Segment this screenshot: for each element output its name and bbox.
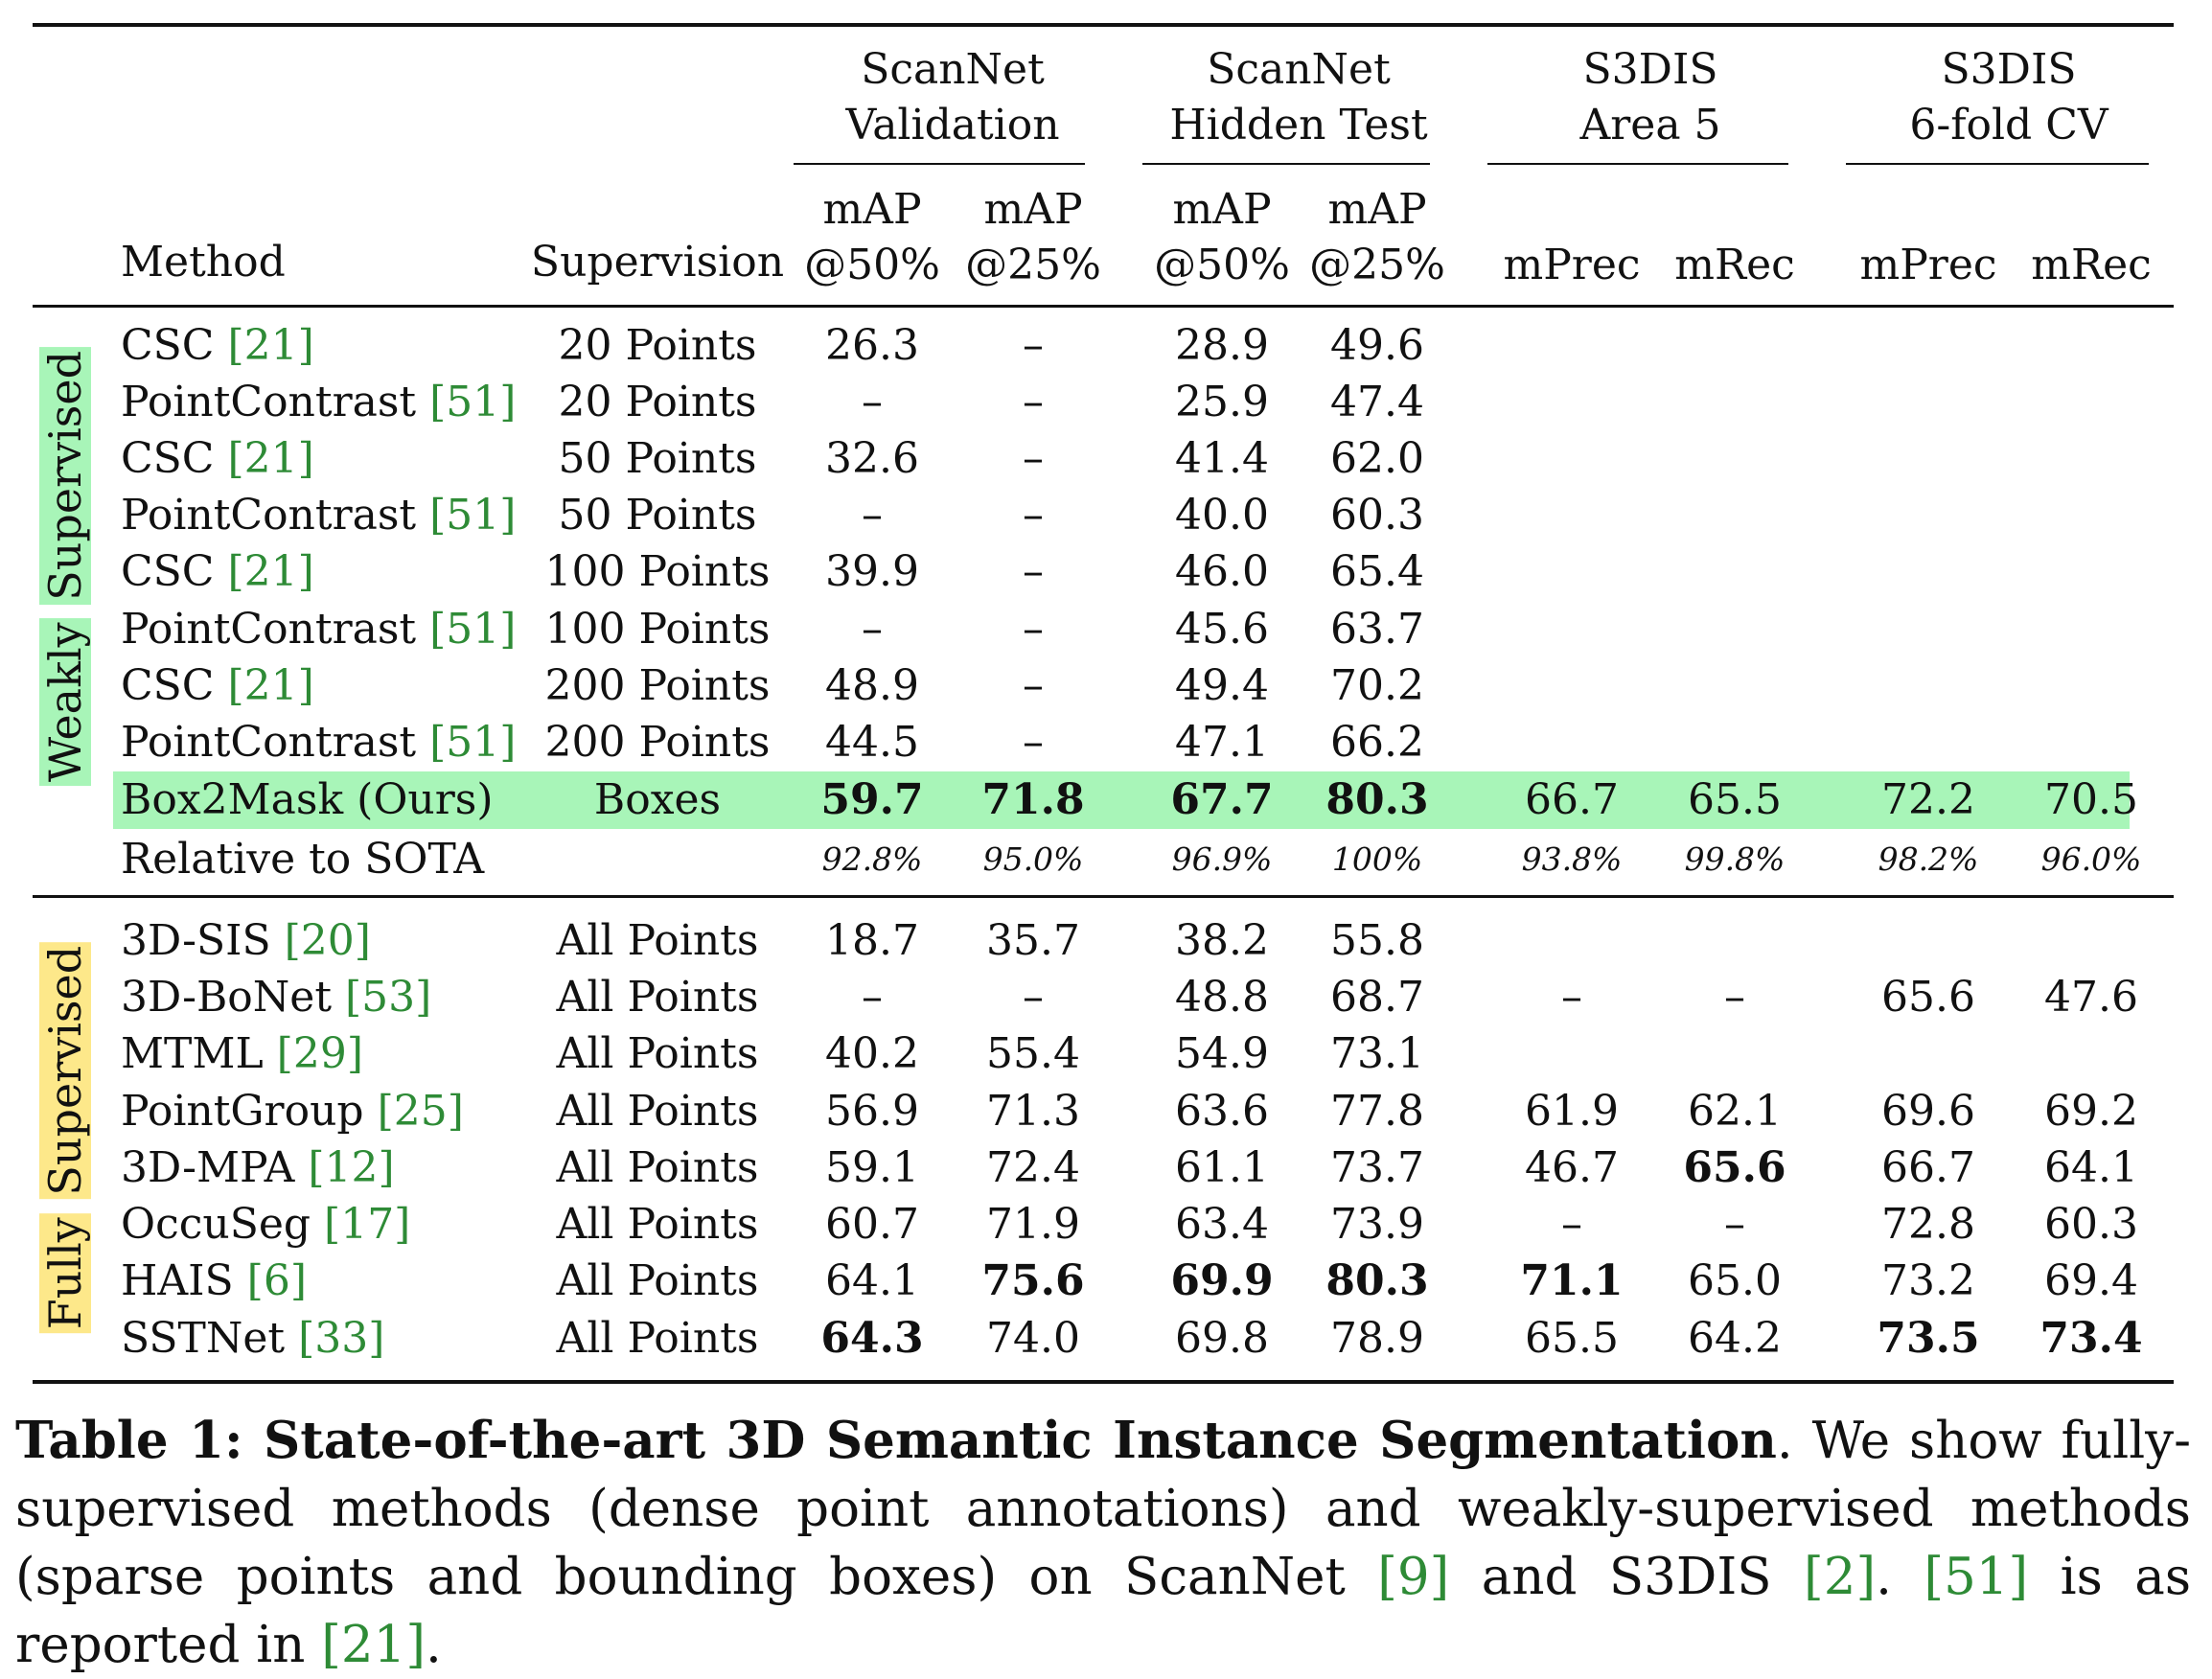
group-header-scannet-test bbox=[1169, 42, 1427, 153]
weak-row-supervision: 200 Points bbox=[544, 661, 771, 710]
group-title-line2: Hidden Test bbox=[1169, 101, 1428, 150]
weak-row-method bbox=[121, 717, 516, 769]
group-underline-scannet-val bbox=[794, 163, 1085, 165]
citation-link[interactable]: [21] bbox=[227, 547, 314, 596]
full-row-cell: 69.8 bbox=[1175, 1314, 1269, 1363]
table-caption bbox=[15, 1407, 2191, 1679]
weak-row-cell: 32.6 bbox=[825, 434, 919, 483]
relative-row-cell: 99.8% bbox=[1684, 840, 1786, 878]
weak-row-cell: 45.6 bbox=[1175, 605, 1269, 654]
weak-row-cell: – bbox=[1023, 434, 1044, 483]
full-row-cell: 72.8 bbox=[1881, 1200, 1975, 1249]
weak-row-cell: 26.3 bbox=[825, 321, 919, 370]
full-row-cell: – bbox=[1561, 973, 1582, 1022]
subheader-25 bbox=[965, 182, 1101, 293]
full-row-cell: 35.7 bbox=[986, 916, 1080, 965]
subheader-line2: mPrec bbox=[1503, 241, 1641, 289]
bottom-rule bbox=[33, 1380, 2174, 1384]
full-row-cell: 75.6 bbox=[981, 1256, 1085, 1305]
full-row-cell: 65.6 bbox=[1683, 1143, 1786, 1192]
ours-row-supervision: Boxes bbox=[593, 775, 722, 824]
full-row-cell: 74.0 bbox=[986, 1314, 1080, 1363]
weak-row-method bbox=[121, 546, 314, 598]
full-row-cell: – bbox=[1724, 1200, 1745, 1249]
full-row-cell: – bbox=[862, 973, 883, 1022]
weak-row-supervision: 50 Points bbox=[558, 491, 757, 540]
weak-row-cell: 48.9 bbox=[825, 661, 919, 710]
caption-cite[interactable]: [2] bbox=[1804, 1548, 1877, 1606]
weak-row-method bbox=[121, 377, 516, 428]
weak-row-cell: – bbox=[1023, 321, 1044, 370]
group-header-s3dis-6fold bbox=[1909, 42, 2108, 153]
caption-label: Table 1: State-of-the-art 3D Semantic Instance Segmentation bbox=[15, 1411, 1777, 1470]
full-row-cell: 69.9 bbox=[1170, 1256, 1274, 1305]
citation-link[interactable]: [21] bbox=[227, 434, 314, 483]
full-row-cell: 71.3 bbox=[986, 1087, 1080, 1136]
full-row-cell: 69.2 bbox=[2044, 1087, 2138, 1136]
group-header-s3dis-area5 bbox=[1579, 42, 1720, 153]
full-row-cell: 60.3 bbox=[2044, 1200, 2138, 1249]
weak-row-cell: 47.4 bbox=[1330, 378, 1424, 426]
weak-row-supervision: 20 Points bbox=[558, 321, 757, 370]
method-label: CSC bbox=[121, 321, 228, 370]
full-row-method bbox=[121, 1086, 464, 1138]
weak-row-cell: 28.9 bbox=[1175, 321, 1269, 370]
full-row-cell: 78.9 bbox=[1330, 1314, 1424, 1363]
full-row-cell: 65.6 bbox=[1881, 973, 1975, 1022]
subheader-50 bbox=[804, 182, 940, 293]
full-row-cell: 69.4 bbox=[2044, 1256, 2138, 1305]
weak-row-cell: 66.2 bbox=[1330, 718, 1424, 767]
full-row-cell: 68.7 bbox=[1330, 973, 1424, 1022]
weak-row-cell: 40.0 bbox=[1175, 491, 1269, 540]
caption-cite[interactable]: [9] bbox=[1377, 1548, 1450, 1606]
weak-row-cell: 49.4 bbox=[1175, 661, 1269, 710]
subheader-line1 bbox=[1674, 182, 1795, 238]
full-row-cell: 48.8 bbox=[1175, 973, 1269, 1022]
subheader-line2: @25% bbox=[1309, 241, 1445, 289]
weak-row-cell: 65.4 bbox=[1330, 547, 1424, 596]
method-label: CSC bbox=[121, 547, 228, 596]
full-row-cell: 63.4 bbox=[1175, 1200, 1269, 1249]
citation-link[interactable]: [17] bbox=[324, 1200, 411, 1249]
full-row-cell: 54.9 bbox=[1175, 1029, 1269, 1078]
method-label: 3D-BoNet bbox=[121, 973, 345, 1022]
relative-row-cell: 100% bbox=[1331, 840, 1423, 878]
weak-row-supervision: 100 Points bbox=[544, 605, 771, 654]
full-row-method bbox=[121, 1028, 363, 1080]
full-row-method bbox=[121, 972, 431, 1024]
full-row-supervision: All Points bbox=[556, 1200, 759, 1249]
group-underline-scannet-test bbox=[1142, 163, 1430, 165]
group-underline-s3dis-6fold bbox=[1846, 163, 2149, 165]
weak-row-method bbox=[121, 433, 314, 485]
weak-row-cell: – bbox=[862, 491, 883, 540]
subheader-mprec bbox=[1859, 182, 1996, 293]
ours-row-method: Box2Mask (Ours) bbox=[121, 775, 494, 824]
full-row-method bbox=[121, 915, 371, 967]
subheader-line1 bbox=[2031, 182, 2152, 238]
group-title-line2: Area 5 bbox=[1579, 101, 1721, 150]
ours-row-cell: 59.7 bbox=[820, 775, 924, 824]
ours-row-cell: 70.5 bbox=[2044, 775, 2138, 824]
weak-row-cell: 70.2 bbox=[1330, 661, 1424, 710]
relative-row-cell: 96.9% bbox=[1171, 840, 1273, 878]
method-label: CSC bbox=[121, 434, 228, 483]
full-row-cell: 59.1 bbox=[825, 1143, 919, 1192]
full-row-cell: 62.1 bbox=[1688, 1087, 1782, 1136]
method-label: MTML bbox=[121, 1029, 277, 1078]
full-row-cell: – bbox=[1724, 973, 1745, 1022]
full-row-cell: 56.9 bbox=[825, 1087, 919, 1136]
citation-link[interactable]: [12] bbox=[308, 1143, 395, 1192]
full-row-cell: 80.3 bbox=[1325, 1256, 1429, 1305]
subheader-line2: mPrec bbox=[1859, 241, 1997, 289]
subheader-line2: @25% bbox=[965, 241, 1101, 289]
group-title-line2: Validation bbox=[845, 101, 1060, 150]
subheader-50 bbox=[1154, 182, 1290, 293]
caption-text: . We show fully-supervised methods (dense point annotations) and weakly-supervised methods (sparse points and bounding boxes) on ScanNet bbox=[15, 1412, 2191, 1606]
full-row-cell: 55.8 bbox=[1330, 916, 1424, 965]
weak-label-word2: Supervised bbox=[39, 347, 91, 605]
full-row-cell: 72.4 bbox=[986, 1143, 1080, 1192]
ours-row-cell: 65.5 bbox=[1688, 775, 1782, 824]
ours-row-cell: 80.3 bbox=[1325, 775, 1429, 824]
full-row-cell: 69.6 bbox=[1881, 1087, 1975, 1136]
weak-row-cell: 47.1 bbox=[1175, 718, 1269, 767]
method-label: OccuSeg bbox=[121, 1200, 325, 1249]
relative-row-cell: 93.8% bbox=[1521, 840, 1623, 878]
weak-row-method bbox=[121, 604, 516, 656]
subheader-line1 bbox=[1859, 182, 1996, 238]
subheader-mrec bbox=[2031, 182, 2152, 293]
full-row-cell: 71.1 bbox=[1520, 1256, 1624, 1305]
subheader-line1: mAP bbox=[822, 185, 922, 234]
citation-link[interactable]: [20] bbox=[284, 916, 371, 965]
citation-link[interactable]: [29] bbox=[276, 1029, 363, 1078]
weak-row-cell: 62.0 bbox=[1330, 434, 1424, 483]
citation-link[interactable]: [51] bbox=[429, 378, 517, 426]
weak-row-cell: – bbox=[862, 378, 883, 426]
full-row-cell: 71.9 bbox=[986, 1200, 1080, 1249]
method-label: PointGroup bbox=[121, 1087, 378, 1136]
header-rule bbox=[33, 305, 2174, 308]
group-title-line1: S3DIS bbox=[1582, 45, 1718, 94]
caption-text: and S3DIS bbox=[1449, 1548, 1805, 1606]
full-row-cell: 66.7 bbox=[1881, 1143, 1975, 1192]
weak-row-cell: 44.5 bbox=[825, 718, 919, 767]
full-row-cell: 64.1 bbox=[825, 1256, 919, 1305]
full-row-cell: 73.4 bbox=[2039, 1314, 2143, 1363]
relative-row-cell: 92.8% bbox=[821, 840, 923, 878]
full-row-cell: 63.6 bbox=[1175, 1087, 1269, 1136]
group-header-scannet-val bbox=[845, 42, 1059, 153]
full-row-cell: 65.0 bbox=[1688, 1256, 1782, 1305]
citation-link[interactable]: [21] bbox=[227, 321, 314, 370]
full-row-supervision: All Points bbox=[556, 1314, 759, 1363]
subheader-25 bbox=[1309, 182, 1445, 293]
full-row-cell: 38.2 bbox=[1175, 916, 1269, 965]
full-row-method bbox=[121, 1255, 307, 1307]
full-row-cell: 61.1 bbox=[1175, 1143, 1269, 1192]
full-row-cell: 64.2 bbox=[1688, 1314, 1782, 1363]
full-row-cell: 73.2 bbox=[1881, 1256, 1975, 1305]
group-title-line1: ScanNet bbox=[861, 45, 1045, 94]
full-row-method bbox=[121, 1199, 410, 1251]
group-title-line1: S3DIS bbox=[1941, 45, 2077, 94]
full-row-method bbox=[121, 1313, 384, 1365]
full-row-cell: 73.7 bbox=[1330, 1143, 1424, 1192]
relative-row-cell: 98.2% bbox=[1878, 840, 1979, 878]
ours-row-cell: 66.7 bbox=[1525, 775, 1619, 824]
subheader-line1: mAP bbox=[983, 185, 1083, 234]
weak-row-method bbox=[121, 320, 314, 372]
subheader-line1: mAP bbox=[1172, 185, 1272, 234]
weak-row-supervision: 20 Points bbox=[558, 378, 757, 426]
full-row-cell: 18.7 bbox=[825, 916, 919, 965]
subheader-mrec bbox=[1674, 182, 1795, 293]
subheader-line1 bbox=[1503, 182, 1640, 238]
full-label-word2: Supervised bbox=[39, 942, 91, 1200]
relative-row-cell: 96.0% bbox=[2040, 840, 2142, 878]
citation-link[interactable]: [51] bbox=[429, 718, 517, 767]
full-row-cell: 61.9 bbox=[1525, 1087, 1619, 1136]
full-row-cell: 64.3 bbox=[820, 1314, 924, 1363]
full-row-cell: 47.6 bbox=[2044, 973, 2138, 1022]
subheader-line2: mRec bbox=[2031, 241, 2152, 289]
method-label: PointContrast bbox=[121, 718, 430, 767]
method-label: SSTNet bbox=[121, 1314, 299, 1363]
caption-text: . bbox=[426, 1616, 442, 1674]
weak-row-supervision: 50 Points bbox=[558, 434, 757, 483]
weak-row-cell: – bbox=[1023, 547, 1044, 596]
full-row-supervision: All Points bbox=[556, 1087, 759, 1136]
weak-row-cell: 41.4 bbox=[1175, 434, 1269, 483]
method-label: HAIS bbox=[121, 1256, 247, 1305]
full-row-cell: 77.8 bbox=[1330, 1087, 1424, 1136]
weak-row-cell: – bbox=[1023, 661, 1044, 710]
full-row-cell: 40.2 bbox=[825, 1029, 919, 1078]
weak-row-cell: – bbox=[1023, 491, 1044, 540]
caption-text: . bbox=[1876, 1548, 1924, 1606]
full-row-cell: 65.5 bbox=[1525, 1314, 1619, 1363]
method-header: Method bbox=[121, 238, 286, 287]
full-row-cell: 64.1 bbox=[2044, 1143, 2138, 1192]
relative-row-method: Relative to SOTA bbox=[121, 835, 485, 884]
weak-row-cell: 60.3 bbox=[1330, 491, 1424, 540]
full-row-method bbox=[121, 1142, 395, 1194]
subheader-line1: mAP bbox=[1327, 185, 1427, 234]
relative-row-cell: 95.0% bbox=[982, 840, 1084, 878]
full-row-cell: 73.1 bbox=[1330, 1029, 1424, 1078]
weak-row-method bbox=[121, 490, 516, 541]
subheader-line2: mRec bbox=[1674, 241, 1795, 289]
subheader-mprec bbox=[1503, 182, 1640, 293]
subheader-line2: @50% bbox=[804, 241, 940, 289]
full-row-cell: – bbox=[1023, 973, 1044, 1022]
citation-link[interactable]: [6] bbox=[246, 1256, 307, 1305]
weak-row-cell: 63.7 bbox=[1330, 605, 1424, 654]
weak-row-cell: 49.6 bbox=[1330, 321, 1424, 370]
weak-row-cell: – bbox=[1023, 378, 1044, 426]
weak-row-cell: 46.0 bbox=[1175, 547, 1269, 596]
weak-row-cell: – bbox=[862, 605, 883, 654]
weak-row-cell: 39.9 bbox=[825, 547, 919, 596]
weak-row-cell: 25.9 bbox=[1175, 378, 1269, 426]
ours-row-cell: 72.2 bbox=[1881, 775, 1975, 824]
supervision-header: Supervision bbox=[530, 238, 785, 287]
citation-link[interactable]: [51] bbox=[429, 605, 517, 654]
full-row-supervision: All Points bbox=[556, 916, 759, 965]
weak-row-supervision: 100 Points bbox=[544, 547, 771, 596]
weak-row-supervision: 200 Points bbox=[544, 718, 771, 767]
ours-row-cell: 71.8 bbox=[981, 775, 1085, 824]
method-label: 3D-MPA bbox=[121, 1143, 309, 1192]
method-label: PointContrast bbox=[121, 605, 430, 654]
full-row-cell: 60.7 bbox=[825, 1200, 919, 1249]
full-row-cell: 55.4 bbox=[986, 1029, 1080, 1078]
section-rule bbox=[33, 895, 2174, 898]
full-row-supervision: All Points bbox=[556, 973, 759, 1022]
weak-label-word1: Weakly bbox=[39, 618, 91, 786]
full-row-cell: 73.5 bbox=[1877, 1314, 1980, 1363]
caption-text: is as reported in bbox=[15, 1548, 2192, 1674]
citation-link[interactable]: [53] bbox=[345, 973, 432, 1022]
weak-row-cell: – bbox=[1023, 718, 1044, 767]
method-label: PointContrast bbox=[121, 378, 430, 426]
full-row-cell: – bbox=[1561, 1200, 1582, 1249]
method-label: CSC bbox=[121, 661, 228, 710]
weak-row-method bbox=[121, 660, 314, 712]
fully-supervised-label bbox=[41, 942, 89, 1333]
top-rule bbox=[33, 23, 2174, 27]
group-title-line2: 6-fold CV bbox=[1909, 101, 2108, 150]
method-label: 3D-SIS bbox=[121, 916, 285, 965]
subheader-line2: @50% bbox=[1154, 241, 1290, 289]
group-underline-s3dis-area5 bbox=[1487, 163, 1788, 165]
full-row-supervision: All Points bbox=[556, 1256, 759, 1305]
full-row-supervision: All Points bbox=[556, 1143, 759, 1192]
method-label: PointContrast bbox=[121, 491, 430, 540]
caption-cite[interactable]: [21] bbox=[321, 1616, 426, 1674]
citation-link[interactable]: [33] bbox=[298, 1314, 385, 1363]
ours-row-cell: 67.7 bbox=[1170, 775, 1274, 824]
weak-row-cell: – bbox=[1023, 605, 1044, 654]
citation-link[interactable]: [21] bbox=[227, 661, 314, 710]
full-label-word1: Fully bbox=[39, 1213, 91, 1333]
full-row-cell: 46.7 bbox=[1525, 1143, 1619, 1192]
citation-link[interactable]: [51] bbox=[429, 491, 517, 540]
group-title-line1: ScanNet bbox=[1207, 45, 1391, 94]
full-row-supervision: All Points bbox=[556, 1029, 759, 1078]
citation-link[interactable]: [25] bbox=[377, 1087, 464, 1136]
caption-cite[interactable]: [51] bbox=[1924, 1548, 2029, 1606]
weakly-supervised-label bbox=[41, 347, 89, 786]
full-row-cell: 73.9 bbox=[1330, 1200, 1424, 1249]
